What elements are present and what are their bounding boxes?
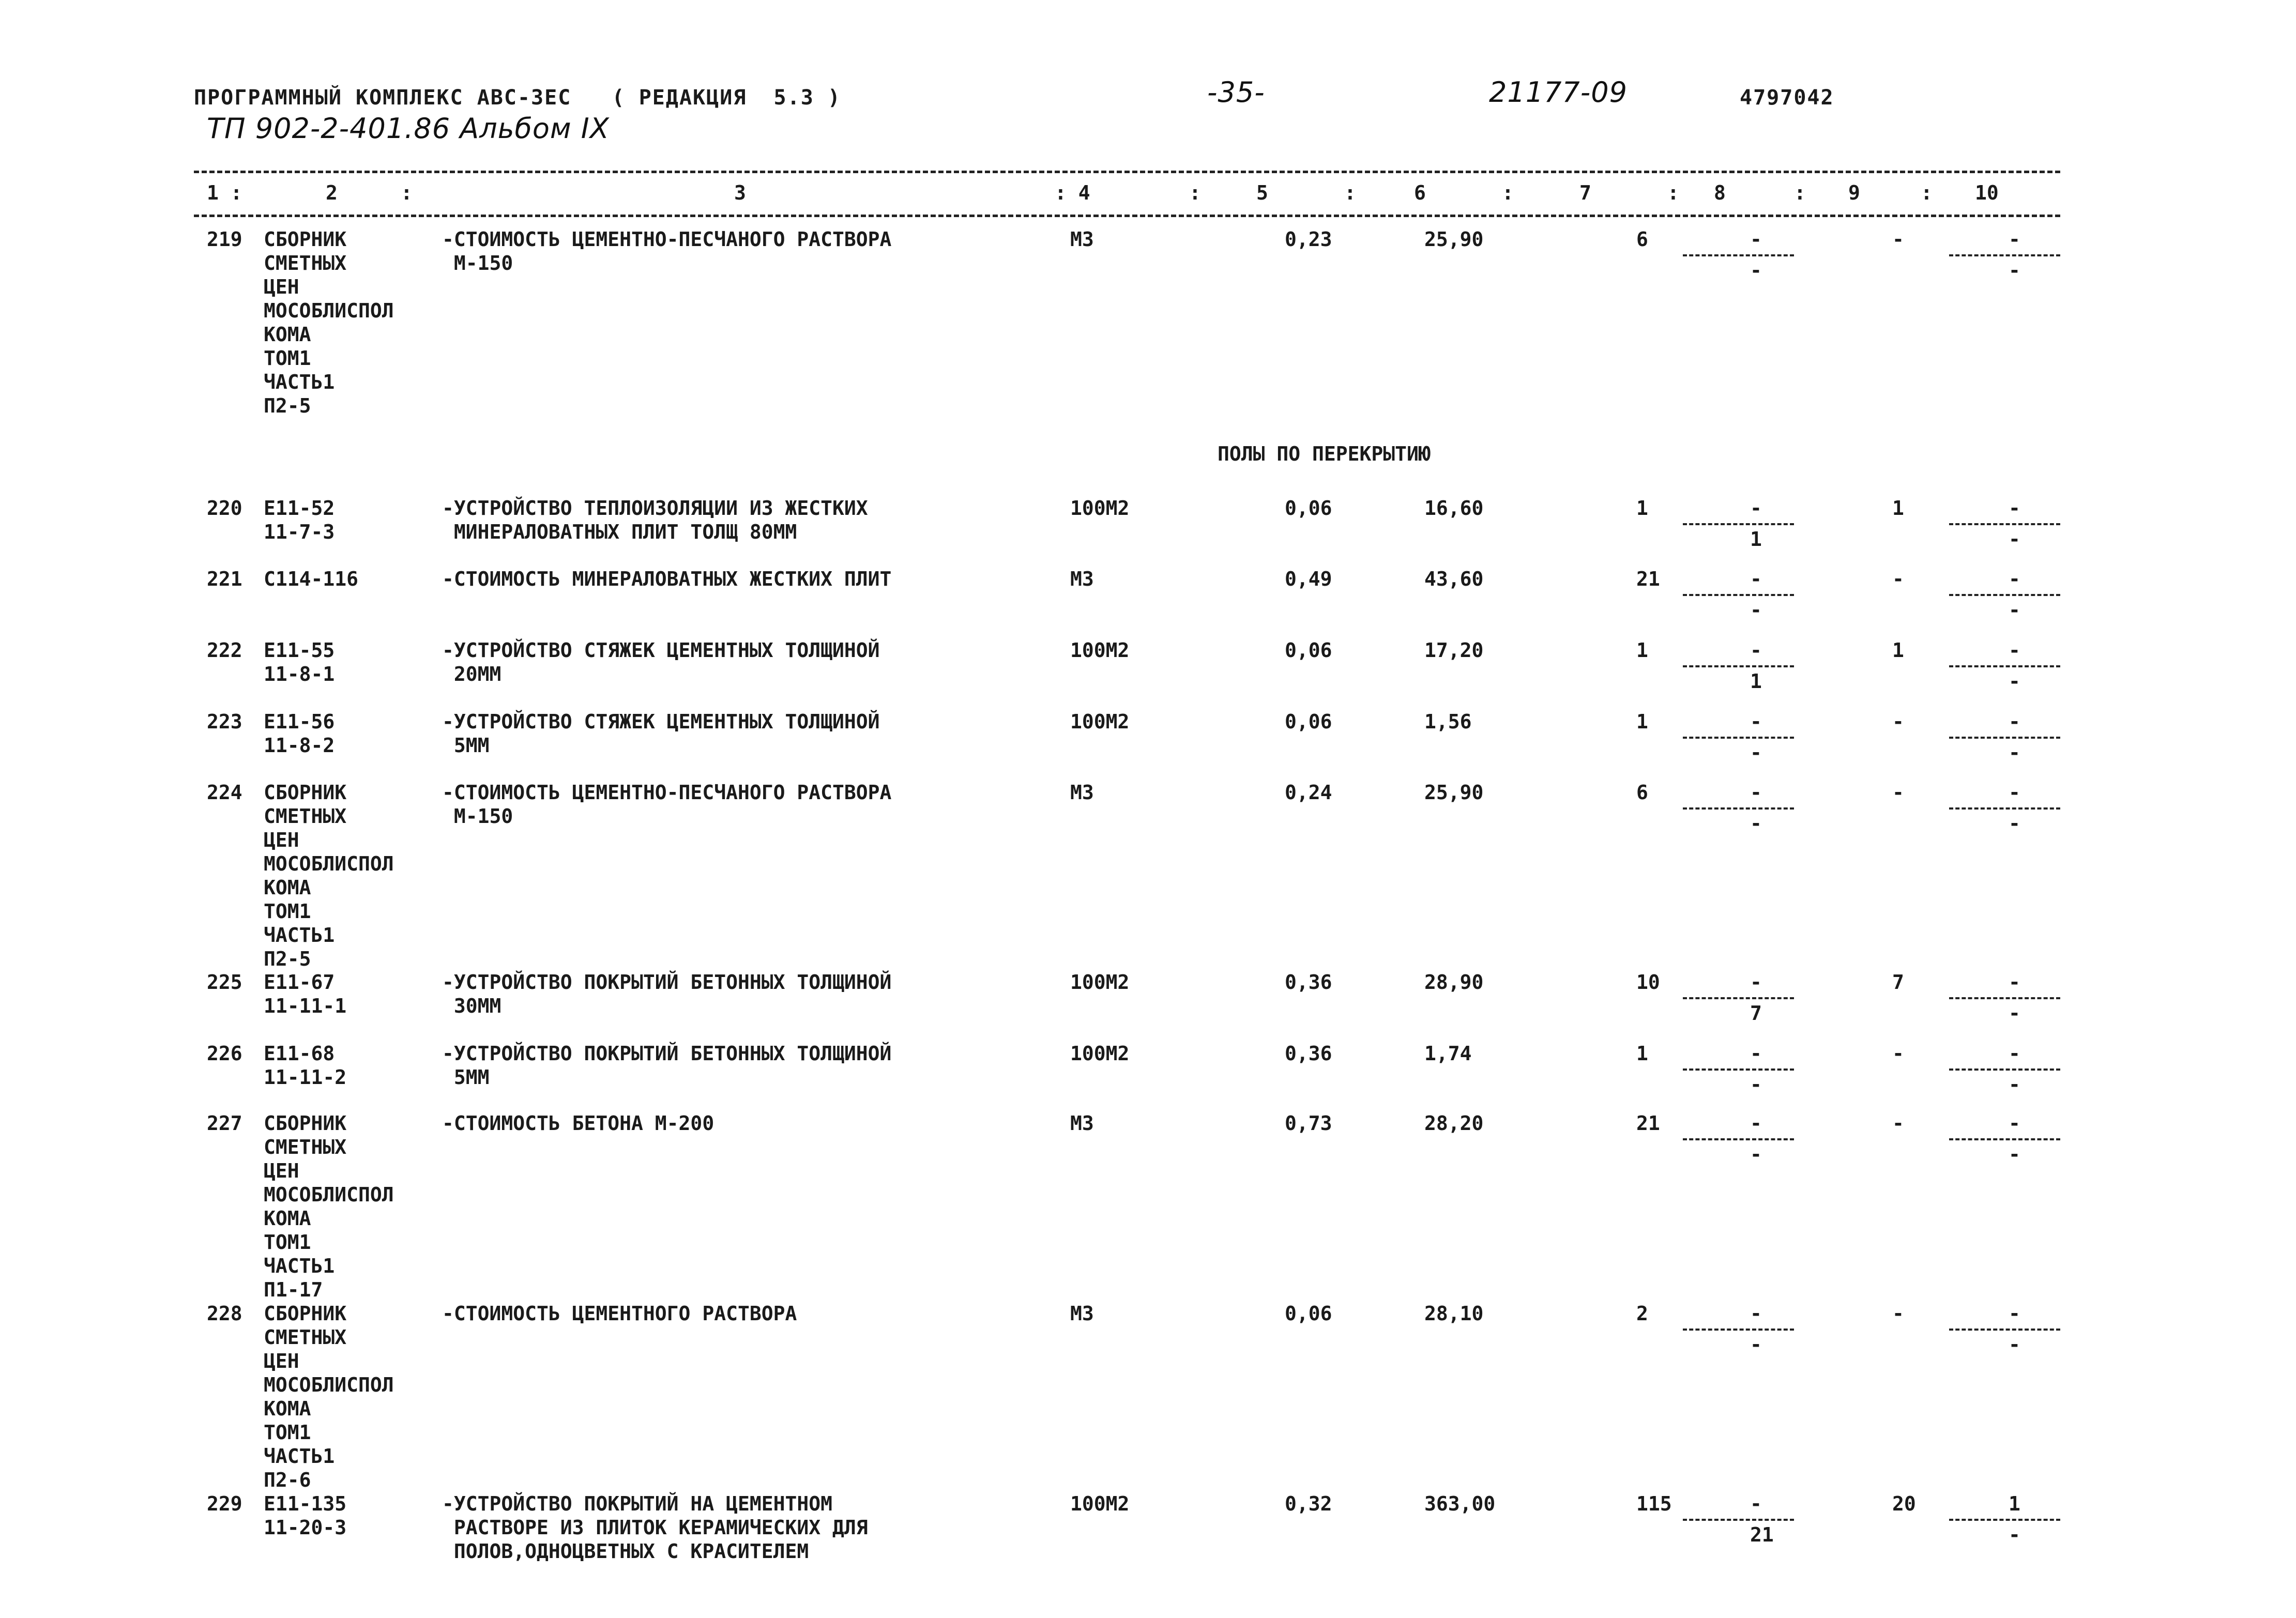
work-description: -УСТРОЙСТВО СТЯЖЕК ЦЕМЕНТНЫХ ТОЛЩИНОЙ 5ММ xyxy=(442,710,880,757)
total-cost: 1 xyxy=(1636,639,1648,662)
col8-divider xyxy=(1683,997,1794,999)
unit-price: 17,20 xyxy=(1424,639,1484,662)
col10-bottom: - xyxy=(2009,528,2020,551)
header-rule xyxy=(194,215,2060,217)
col10-top: - xyxy=(2009,1302,2020,1325)
col8-bottom: 21 xyxy=(1750,1523,1774,1546)
unit-price: 25,90 xyxy=(1424,781,1484,804)
unit-price: 363,00 xyxy=(1424,1492,1496,1515)
row-number: 229 xyxy=(207,1492,242,1515)
col10-bottom: - xyxy=(2009,1002,2020,1025)
row-number: 227 xyxy=(207,1112,242,1135)
rate-code: Е11-68 11-11-2 xyxy=(264,1042,347,1089)
total-cost: 6 xyxy=(1636,781,1648,804)
row-number: 226 xyxy=(207,1042,242,1065)
rate-code: Е11-55 11-8-1 xyxy=(264,639,335,685)
page-number: -35- xyxy=(1207,76,1265,109)
total-cost: 21 xyxy=(1636,1112,1660,1135)
column-header-cell: : xyxy=(1344,181,1356,204)
rate-code: СБОРНИК СМЕТНЫХ ЦЕН МОСОБЛИСПОЛ КОМА ТОМ1 ЧАСТЬ1 П1-17 xyxy=(264,1112,394,1301)
col9-value: - xyxy=(1892,1112,1904,1135)
col10-divider xyxy=(1949,523,2060,525)
col8-bottom: - xyxy=(1750,599,1762,621)
row-number: 222 xyxy=(207,639,242,662)
col9-value: 7 xyxy=(1892,971,1904,994)
col10-top: - xyxy=(2009,568,2020,590)
col8-divider xyxy=(1683,737,1794,739)
rate-code: Е11-52 11-7-3 xyxy=(264,497,335,543)
quantity: 0,49 xyxy=(1285,568,1332,590)
column-header-cell: 5 xyxy=(1256,181,1268,204)
col10-top: - xyxy=(2009,710,2020,733)
column-header-cell: 7 xyxy=(1579,181,1591,204)
col10-divider xyxy=(1949,807,2060,810)
col9-value: 1 xyxy=(1892,497,1904,520)
column-header-cell: 8 xyxy=(1714,181,1726,204)
work-description: -УСТРОЙСТВО ТЕПЛОИЗОЛЯЦИИ ИЗ ЖЕСТКИХ МИНЕРАЛОВАТНЫХ ПЛИТ ТОЛЩ 80ММ xyxy=(442,497,868,543)
top-rule xyxy=(194,171,2060,173)
col9-value: - xyxy=(1892,1042,1904,1065)
col9-value: - xyxy=(1892,568,1904,590)
album-reference: ТП 902-2-401.86 Альбом IX xyxy=(207,112,610,145)
work-description: -СТОИМОСТЬ МИНЕРАЛОВАТНЫХ ЖЕСТКИХ ПЛИТ xyxy=(442,568,892,590)
col8-bottom: - xyxy=(1750,259,1762,282)
document-code: 4797042 xyxy=(1740,86,1834,110)
col10-bottom: - xyxy=(2009,1143,2020,1166)
col8-divider xyxy=(1683,254,1794,256)
col8-bottom: 7 xyxy=(1750,1002,1762,1025)
unit-price: 16,60 xyxy=(1424,497,1484,520)
col10-top: - xyxy=(2009,1112,2020,1135)
unit-price: 28,90 xyxy=(1424,971,1484,994)
unit: 100М2 xyxy=(1070,639,1130,662)
col10-divider xyxy=(1949,254,2060,256)
col8-divider xyxy=(1683,1069,1794,1071)
col10-top: 1 xyxy=(2009,1492,2020,1515)
col10-bottom: - xyxy=(2009,741,2020,764)
quantity: 0,06 xyxy=(1285,1302,1332,1325)
quantity: 0,32 xyxy=(1285,1492,1332,1515)
col8-top: - xyxy=(1750,639,1762,662)
col10-divider xyxy=(1949,1138,2060,1140)
column-header-cell: : 4 xyxy=(1055,181,1090,204)
col8-divider xyxy=(1683,1138,1794,1140)
col10-top: - xyxy=(2009,781,2020,804)
column-header-cell: 1 : xyxy=(207,181,242,204)
col10-top: - xyxy=(2009,639,2020,662)
rate-code: СБОРНИК СМЕТНЫХ ЦЕН МОСОБЛИСПОЛ КОМА ТОМ1 ЧАСТЬ1 П2-5 xyxy=(264,781,394,970)
col10-divider xyxy=(1949,594,2060,596)
col8-bottom: - xyxy=(1750,1073,1762,1096)
col10-bottom: - xyxy=(2009,259,2020,282)
col8-bottom: - xyxy=(1750,1333,1762,1356)
column-header-cell: : xyxy=(1794,181,1806,204)
col10-divider xyxy=(1949,1069,2060,1071)
rate-code: С114-116 xyxy=(264,568,359,590)
row-number: 219 xyxy=(207,228,242,251)
work-description: -СТОИМОСТЬ ЦЕМЕНТНО-ПЕСЧАНОГО РАСТВОРА М-150 xyxy=(442,781,892,828)
unit-price: 1,56 xyxy=(1424,710,1472,733)
col10-bottom: - xyxy=(2009,670,2020,693)
total-cost: 6 xyxy=(1636,228,1648,251)
col10-bottom: - xyxy=(2009,1333,2020,1356)
unit: М3 xyxy=(1070,228,1094,251)
column-header-cell: 10 xyxy=(1975,181,1999,204)
total-cost: 21 xyxy=(1636,568,1660,590)
quantity: 0,73 xyxy=(1285,1112,1332,1135)
col10-bottom: - xyxy=(2009,1073,2020,1096)
column-header-cell: 9 xyxy=(1848,181,1860,204)
unit: М3 xyxy=(1070,568,1094,590)
col8-divider xyxy=(1683,665,1794,667)
col9-value: - xyxy=(1892,1302,1904,1325)
col8-bottom: 1 xyxy=(1750,670,1762,693)
col8-top: - xyxy=(1750,1112,1762,1135)
col10-divider xyxy=(1949,1519,2060,1521)
rate-code: Е11-135 11-20-3 xyxy=(264,1492,347,1539)
document-number: 21177-09 xyxy=(1489,76,1628,109)
col8-bottom: 1 xyxy=(1750,528,1762,551)
quantity: 0,06 xyxy=(1285,497,1332,520)
col10-bottom: - xyxy=(2009,1523,2020,1546)
unit: 100М2 xyxy=(1070,497,1130,520)
col8-divider xyxy=(1683,523,1794,525)
unit: 100М2 xyxy=(1070,1492,1130,1515)
col9-value: 20 xyxy=(1892,1492,1916,1515)
column-header-cell: 2 xyxy=(326,181,338,204)
work-description: -УСТРОЙСТВО ПОКРЫТИЙ БЕТОННЫХ ТОЛЩИНОЙ 30ММ xyxy=(442,971,892,1017)
col8-top: - xyxy=(1750,228,1762,251)
total-cost: 2 xyxy=(1636,1302,1648,1325)
col9-value: - xyxy=(1892,228,1904,251)
col8-top: - xyxy=(1750,1302,1762,1325)
column-header-cell: : xyxy=(1667,181,1679,204)
work-description: -УСТРОЙСТВО ПОКРЫТИЙ БЕТОННЫХ ТОЛЩИНОЙ 5ММ xyxy=(442,1042,892,1089)
quantity: 0,06 xyxy=(1285,710,1332,733)
col10-divider xyxy=(1949,997,2060,999)
col10-divider xyxy=(1949,737,2060,739)
col8-divider xyxy=(1683,807,1794,810)
section-title: ПОЛЫ ПО ПЕРЕКРЫТИЮ xyxy=(1218,442,1431,465)
program-title: ПРОГРАММНЫЙ КОМПЛЕКС АВС-3ЕС ( РЕДАКЦИЯ 5.3 ) xyxy=(194,86,841,110)
unit-price: 43,60 xyxy=(1424,568,1484,590)
col9-value: - xyxy=(1892,710,1904,733)
unit: 100М2 xyxy=(1070,1042,1130,1065)
col8-top: - xyxy=(1750,710,1762,733)
col8-top: - xyxy=(1750,568,1762,590)
col10-top: - xyxy=(2009,971,2020,994)
unit-price: 28,20 xyxy=(1424,1112,1484,1135)
rate-code: Е11-67 11-11-1 xyxy=(264,971,347,1017)
quantity: 0,36 xyxy=(1285,971,1332,994)
unit: М3 xyxy=(1070,1112,1094,1135)
col8-top: - xyxy=(1750,781,1762,804)
col8-top: - xyxy=(1750,971,1762,994)
unit-price: 28,10 xyxy=(1424,1302,1484,1325)
total-cost: 1 xyxy=(1636,1042,1648,1065)
column-header-cell: 3 xyxy=(734,181,746,204)
column-header-cell: : xyxy=(1921,181,1933,204)
quantity: 0,36 xyxy=(1285,1042,1332,1065)
quantity: 0,06 xyxy=(1285,639,1332,662)
col8-bottom: - xyxy=(1750,1143,1762,1166)
rate-code: Е11-56 11-8-2 xyxy=(264,710,335,757)
unit-price: 25,90 xyxy=(1424,228,1484,251)
total-cost: 1 xyxy=(1636,497,1648,520)
col8-top: - xyxy=(1750,1492,1762,1515)
work-description: -УСТРОЙСТВО СТЯЖЕК ЦЕМЕНТНЫХ ТОЛЩИНОЙ 20ММ xyxy=(442,639,880,685)
col9-value: 1 xyxy=(1892,639,1904,662)
col8-top: - xyxy=(1750,497,1762,520)
col8-bottom: - xyxy=(1750,741,1762,764)
work-description: -СТОИМОСТЬ ЦЕМЕНТНОГО РАСТВОРА xyxy=(442,1302,797,1325)
row-number: 225 xyxy=(207,971,242,994)
unit: 100М2 xyxy=(1070,971,1130,994)
col10-top: - xyxy=(2009,497,2020,520)
work-description: -СТОИМОСТЬ ЦЕМЕНТНО-ПЕСЧАНОГО РАСТВОРА М-150 xyxy=(442,228,892,274)
total-cost: 1 xyxy=(1636,710,1648,733)
row-number: 221 xyxy=(207,568,242,590)
column-header-cell: : xyxy=(1502,181,1514,204)
unit: М3 xyxy=(1070,1302,1094,1325)
row-number: 220 xyxy=(207,497,242,520)
col10-top: - xyxy=(2009,1042,2020,1065)
rate-code: СБОРНИК СМЕТНЫХ ЦЕН МОСОБЛИСПОЛ КОМА ТОМ1 ЧАСТЬ1 П2-6 xyxy=(264,1302,394,1491)
total-cost: 115 xyxy=(1636,1492,1672,1515)
work-description: -СТОИМОСТЬ БЕТОНА М-200 xyxy=(442,1112,714,1135)
work-description: -УСТРОЙСТВО ПОКРЫТИЙ НА ЦЕМЕНТНОМ РАСТВОРЕ ИЗ ПЛИТОК КЕРАМИЧЕСКИХ ДЛЯ ПОЛОВ,ОДНОЦВЕТНЫХ С КРАСИТЕЛЕМ xyxy=(442,1492,868,1563)
col9-value: - xyxy=(1892,781,1904,804)
column-header-cell: 6 xyxy=(1414,181,1426,204)
row-number: 223 xyxy=(207,710,242,733)
unit: М3 xyxy=(1070,781,1094,804)
col8-divider xyxy=(1683,1329,1794,1331)
unit: 100М2 xyxy=(1070,710,1130,733)
rate-code: СБОРНИК СМЕТНЫХ ЦЕН МОСОБЛИСПОЛ КОМА ТОМ1 ЧАСТЬ1 П2-5 xyxy=(264,228,394,417)
column-header-cell: : xyxy=(401,181,413,204)
col10-bottom: - xyxy=(2009,599,2020,621)
col10-divider xyxy=(1949,665,2060,667)
row-number: 224 xyxy=(207,781,242,804)
row-number: 228 xyxy=(207,1302,242,1325)
col8-divider xyxy=(1683,1519,1794,1521)
col10-bottom: - xyxy=(2009,812,2020,835)
unit-price: 1,74 xyxy=(1424,1042,1472,1065)
col8-bottom: - xyxy=(1750,812,1762,835)
total-cost: 10 xyxy=(1636,971,1660,994)
col8-divider xyxy=(1683,594,1794,596)
col10-divider xyxy=(1949,1329,2060,1331)
quantity: 0,23 xyxy=(1285,228,1332,251)
col10-top: - xyxy=(2009,228,2020,251)
quantity: 0,24 xyxy=(1285,781,1332,804)
column-header-cell: : xyxy=(1189,181,1201,204)
col8-top: - xyxy=(1750,1042,1762,1065)
